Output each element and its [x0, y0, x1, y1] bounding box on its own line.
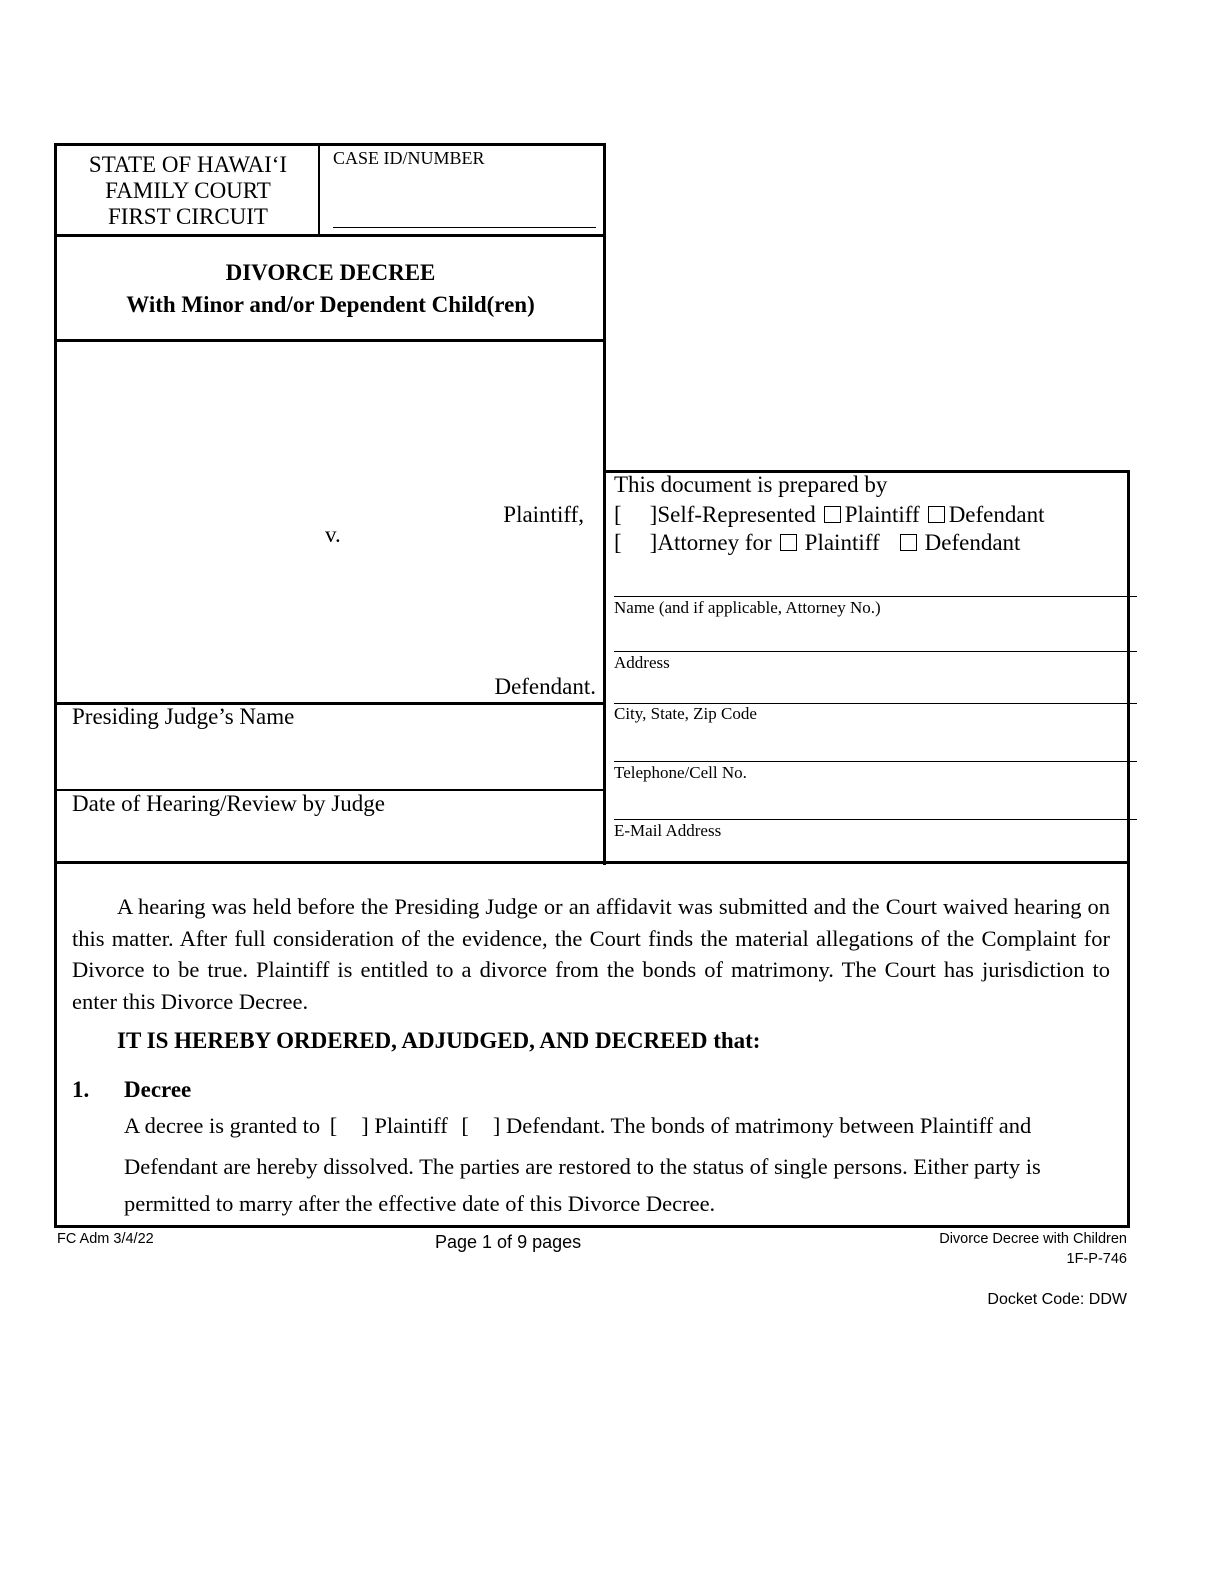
- decree-intro: A decree is granted to: [124, 1113, 321, 1138]
- phone-field-label: Telephone/Cell No.: [614, 763, 747, 782]
- intro-paragraph: A hearing was held before the Presiding Judge or an affidavit was submitted and the Court waived hearing on this matter. After full consideration of the evidence, the Court finds the material allegations of the Complaint for Divorce to be true. Plaintiff is entitled to a divorce from the bonds of matrimony. The Court has jurisdiction to enter this Divorce Decree.: [72, 894, 1110, 1014]
- attorney-defendant-label: Defendant: [924, 530, 1021, 555]
- defendant-label: Defendant.: [494, 674, 596, 699]
- decree-plaintiff-label: ] Plaintiff: [361, 1113, 448, 1138]
- address-field-label: Address: [614, 653, 670, 672]
- decree-defendant-checkbox[interactable]: [: [461, 1113, 469, 1138]
- caption-left-border: [54, 143, 57, 865]
- header-bottom-border: [54, 234, 606, 237]
- court-circuit: FIRST CIRCUIT: [108, 204, 268, 229]
- self-defendant-label: Defendant: [948, 502, 1045, 527]
- body-top-border: [54, 861, 1130, 864]
- attorney-for-label: ]Attorney for: [649, 530, 772, 555]
- caption-right-border: [603, 143, 606, 865]
- self-represented-checkbox[interactable]: [: [614, 502, 622, 527]
- attorney-plaintiff-label: Plaintiff: [804, 530, 880, 555]
- address-field[interactable]: [614, 651, 1137, 652]
- attorney-defendant-checkbox[interactable]: [900, 534, 917, 551]
- order-heading: IT IS HEREBY ORDERED, ADJUDGED, AND DECREED that:: [117, 1028, 761, 1053]
- footer-form-title: Divorce Decree with Children: [939, 1231, 1127, 1247]
- judge-name-label: Presiding Judge’s Name: [72, 704, 295, 729]
- court-case-divider: [318, 143, 320, 236]
- footer-form-number: 1F-P-746: [1066, 1251, 1127, 1267]
- plaintiff-label: Plaintiff,: [503, 502, 584, 527]
- document-subtitle: With Minor and/or Dependent Child(ren): [126, 292, 535, 317]
- email-field-label: E-Mail Address: [614, 821, 722, 840]
- title-bottom-border: [54, 339, 606, 342]
- self-represented-row: [614, 502, 1044, 528]
- versus-label: v.: [325, 522, 341, 547]
- caption-top-border: [54, 143, 606, 146]
- attorney-checkbox[interactable]: [: [614, 530, 622, 555]
- decree-defendant-label: ] Defendant. The bonds of matrimony between Plaintiff and: [492, 1113, 1032, 1138]
- body-left-border: [54, 861, 57, 1228]
- self-plaintiff-checkbox[interactable]: [824, 506, 841, 523]
- case-id-field[interactable]: [333, 227, 596, 228]
- footer-docket-code: Docket Code: DDW: [987, 1291, 1127, 1308]
- section-1-heading: Decree: [124, 1077, 192, 1102]
- attorney-row: [614, 530, 1020, 556]
- court-name: FAMILY COURT: [105, 178, 271, 203]
- decree-plaintiff-checkbox[interactable]: [: [329, 1113, 338, 1138]
- preparer-heading: This document is prepared by: [614, 472, 888, 497]
- document-title: DIVORCE DECREE: [225, 260, 436, 285]
- self-defendant-checkbox[interactable]: [928, 506, 945, 523]
- body-bottom-border: [54, 1225, 1130, 1228]
- footer-page-number: Page 1 of 9 pages: [435, 1232, 582, 1252]
- name-field-label: Name (and if applicable, Attorney No.): [614, 598, 881, 617]
- footer-form-date: FC Adm 3/4/22: [57, 1231, 154, 1247]
- self-plaintiff-label: Plaintiff: [844, 502, 920, 527]
- case-id-label: CASE ID/NUMBER: [333, 148, 485, 168]
- city-field-label: City, State, Zip Code: [614, 704, 757, 723]
- decree-line-1: [124, 1113, 1031, 1139]
- section-1-number: 1.: [72, 1077, 90, 1102]
- hearing-date-label: Date of Hearing/Review by Judge: [72, 791, 385, 816]
- preparer-right-border: [1127, 470, 1130, 1228]
- decree-paragraph: Defendant are hereby dissolved. The parties are restored to the status of single persons. Either party is permitted to marry after the effective date of this Divorce Decree.: [124, 1154, 1041, 1216]
- court-state: STATE OF HAWAI‘I: [88, 152, 288, 177]
- self-represented-label: ]Self-Represented: [649, 502, 816, 527]
- attorney-plaintiff-checkbox[interactable]: [780, 534, 797, 551]
